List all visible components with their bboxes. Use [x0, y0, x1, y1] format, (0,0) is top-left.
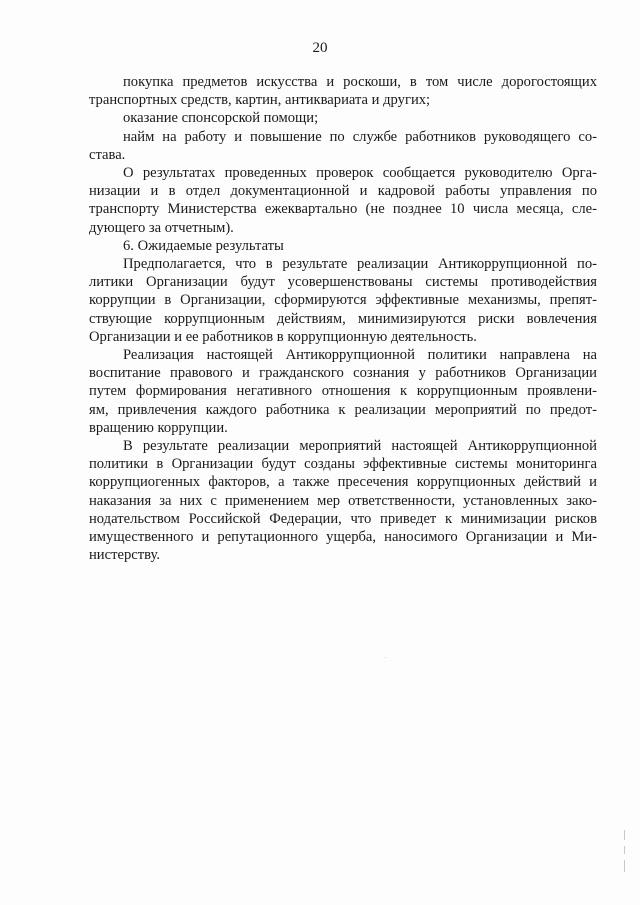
text-line: литики Организации будут усовершенствованы системы противодействия [89, 274, 597, 291]
text-line: воспитание правового и гражданского сознания у работников Организации [89, 365, 597, 382]
scan-artifact-dot [385, 657, 386, 658]
text-line: имущественного и репутационного ущерба, наносимого Организации и Ми- [89, 529, 597, 546]
text-line: вращению коррупции. [89, 419, 228, 436]
text-line: транспорту Министерства ежеквартально (не позднее 10 числа месяца, сле- [89, 201, 597, 218]
text-line: политики в Организации будут созданы эффективные системы мониторинга [89, 456, 597, 473]
scan-artifact-line [624, 846, 625, 854]
text-line: нодательством Российской Федерации, что приведет к минимизации рисков [89, 510, 597, 527]
text-line: 6. Ожидаемые результаты [123, 237, 284, 254]
text-line: дующего за отчетным). [89, 219, 234, 236]
text-line: ям, привлечения каждого работника к реализации мероприятий по предот- [89, 401, 597, 418]
scan-artifact-line [624, 830, 625, 840]
text-line: покупка предметов искусства и роскоши, в том числе дорогостоящих [123, 74, 597, 90]
text-line: путем формирования негативного отношения к коррупционным проявлени- [89, 383, 597, 400]
text-line: коррупции в Организации, сформируются эффективные механизмы, препят- [89, 292, 597, 309]
page-number: 20 [312, 40, 328, 56]
text-line: транспортных средств, картин, антиквариата и других; [89, 92, 431, 109]
text-line: В результате реализации мероприятий настоящей Антикоррупционной [123, 438, 597, 455]
text-line: О результатах проведенных проверок сообщается руководителю Орга- [123, 165, 597, 182]
text-line: оказание спонсорской помощи; [123, 110, 319, 127]
text-line: става. [89, 146, 126, 163]
text-line: Предполагается, что в результате реализации Антикоррупционной по- [123, 256, 597, 273]
text-line: нистерству. [89, 547, 160, 564]
scan-artifact-line [624, 860, 625, 872]
text-line: наказания за них с применением мер ответственности, установленных зако- [89, 492, 597, 509]
text-line: Организации и ее работников в коррупционную деятельность. [89, 328, 477, 345]
text-line: ствующие коррупционным действиям, минимизируются риски вовлечения [89, 310, 597, 327]
text-line: низации и в отдел документационной и кадровой работы управления по [89, 183, 597, 200]
text-line: Реализация настоящей Антикоррупционной политики направлена на [123, 347, 597, 364]
document-body [89, 73, 597, 564]
text-line: найм на работу и повышение по службе работников руководящего со- [123, 128, 597, 145]
text-line: коррупциогенных факторов, а также пресечения коррупционных действий и [89, 474, 597, 491]
